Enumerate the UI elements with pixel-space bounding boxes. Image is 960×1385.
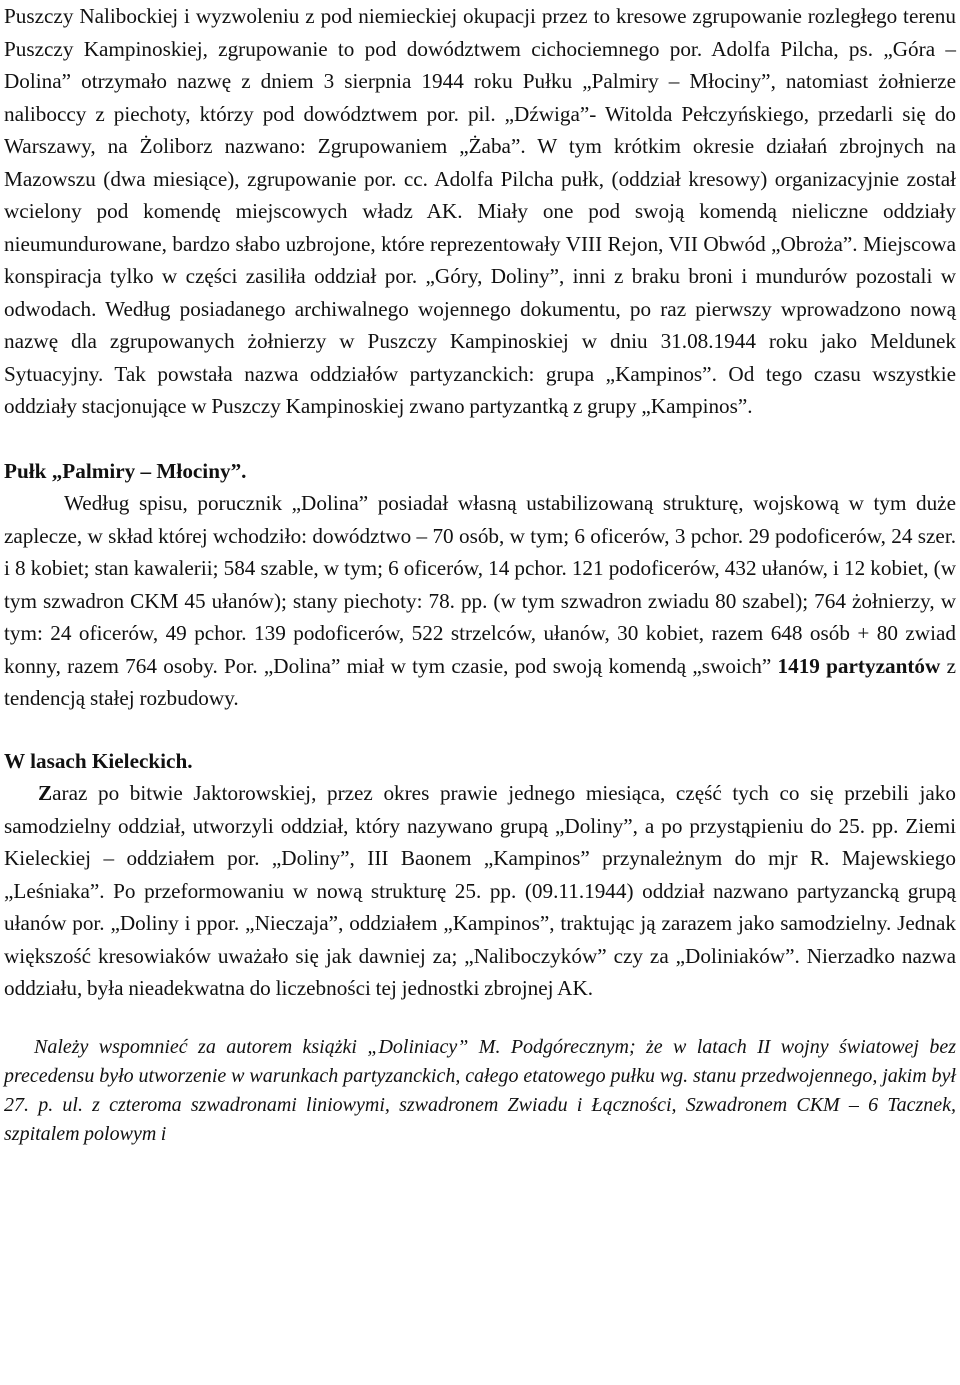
- spacer: [4, 1005, 956, 1033]
- section-heading-kielce: W lasach Kieleckich.: [4, 748, 193, 773]
- palmiry-partisan-count: 1419 partyzantów: [777, 653, 941, 678]
- kielce-text: araz po bitwie Jaktorowskiej, przez okres prawie jednego miesiąca, część tych co się przebili jako samodzielny oddział, utworzyli oddział, który nazywano grupą „Doliny”, a po przystąpieniu do 25. pp. Ziemi Kieleckiej – oddziałem por. „Doliny”, III Baonem „Kampinos” przynależnym do mjr R. Majewskiego „Leśniaka”. Po przeformowaniu w nową strukturę 25. pp. (09.11.1944) oddział nazwano partyzancką grupą ułanów por. „Doliny i ppor. „Nieczaja”, oddziałem „Kampinos”, traktując ją zarazem jako samodzielny. Jednak większość kresowiaków uważało się jak dawniej za; „Naliboczyków” czy za „Doliniaków”. Nierzadko nazwa oddziału, była nieadekwatna do liczebności tej jednostki zbrojnej AK.: [4, 781, 956, 1000]
- kielce-paragraph: [4, 777, 956, 1005]
- intro-paragraph: Puszczy Nalibockiej i wyzwoleniu z pod niemieckiej okupacji przez to kresowe zgrupowanie rozległego terenu Puszczy Kampinoskiej, zgrupowanie to pod dowództwem cichociemnego por. Adolfa Pilcha, ps. „Góra – Dolina” otrzymało nazwę z dniem 3 sierpnia 1944 roku Pułku „Palmiry – Młociny”, natomiast żołnierze naliboccy z piechoty, którzy pod dowództwem por. pil. „Dźwiga”- Witolda Pełczyńskiego, przedarli się do Warszawy, na Żoliborz nazwano: Zgrupowaniem „Żaba”. W tym krótkim okresie działań zbrojnych na Mazowszu (dwa miesiące), zgrupowanie por. cc. Adolfa Pilcha pułk, (oddział kresowy) organizacyjnie został wcielony pod komendę miejscowych władz AK. Miały one pod swoją komendą nieliczne oddziały nieumundurowane, bardzo słabo uzbrojone, które reprezentowały VIII Rejon, VII Obwód „Obroża”. Miejscowa konspiracja tylko w części zasiliła oddział por. „Góry, Doliny”, inni z braku broni i mundurów pozostali w odwodach. Według posiadanego archiwalnego wojennego dokumentu, po raz pierwszy wprowadzono nową nazwę dla zgrupowanych żołnierzy w Puszczy Kampinoskiej w dniu 31.08.1944 roku jako Meldunek Sytuacyjny. Tak powstała nazwa oddziałów partyzanckich: grupa „Kampinos”. Od tego czasu wszystkie oddziały stacjonujące w Puszczy Kampinoskiej zwano partyzantką z grupy „Kampinos”.: [4, 4, 956, 418]
- palmiry-paragraph: [4, 487, 956, 715]
- footnote-paragraph: Należy wspomnieć za autorem książki „Doliniacy” M. Podgórecznym; że w latach II wojny światowej bez precedensu było utworzenie w warunkach partyzanckich, całego etatowego pułku wg. stanu przedwojennego, jakim był 27. p. ul. z czteroma szwadronami liniowymi, szwadronem Zwiadu i Łączności, Szwadronem CKM – 6 Tacznek, szpitalem polowym i: [4, 1035, 956, 1145]
- spacer: [4, 423, 956, 453]
- kielce-dropcap: Z: [38, 781, 53, 805]
- section-heading-palmiry: Pułk „Palmiry – Młociny”.: [4, 458, 247, 483]
- spacer: [4, 715, 956, 745]
- palmiry-text-after: z tendencją stałej rozbudowy.: [4, 653, 956, 710]
- palmiry-text-before: Według spisu, porucznik „Dolina” posiadał własną ustabilizowaną strukturę, wojskową w tym duże zaplecze, w skład której wchodziło: dowództwo – 70 osób, w tym; 6 oficerów, 3 pchor. 29 podoficerów, 24 szer. i 8 kobiet; stan kawalerii; 584 szable, w tym; 6 oficerów, 14 pchor. 121 podoficerów, 432 ułanów, i 12 kobiet, (w tym szwadron CKM 45 ułanów); stany piechoty: 78. pp. (w tym szwadron zwiadu 80 szabel); 764 żołnierzy, w tym: 24 oficerów, 49 pchor. 139 podoficerów, 522 strzelców, ułanów, 30 kobiet, razem 648 osób + 80 zwiad konny, razem 764 osoby. Por. „Dolina” miał w tym czasie, pod swoją komendą „swoich”: [4, 491, 956, 678]
